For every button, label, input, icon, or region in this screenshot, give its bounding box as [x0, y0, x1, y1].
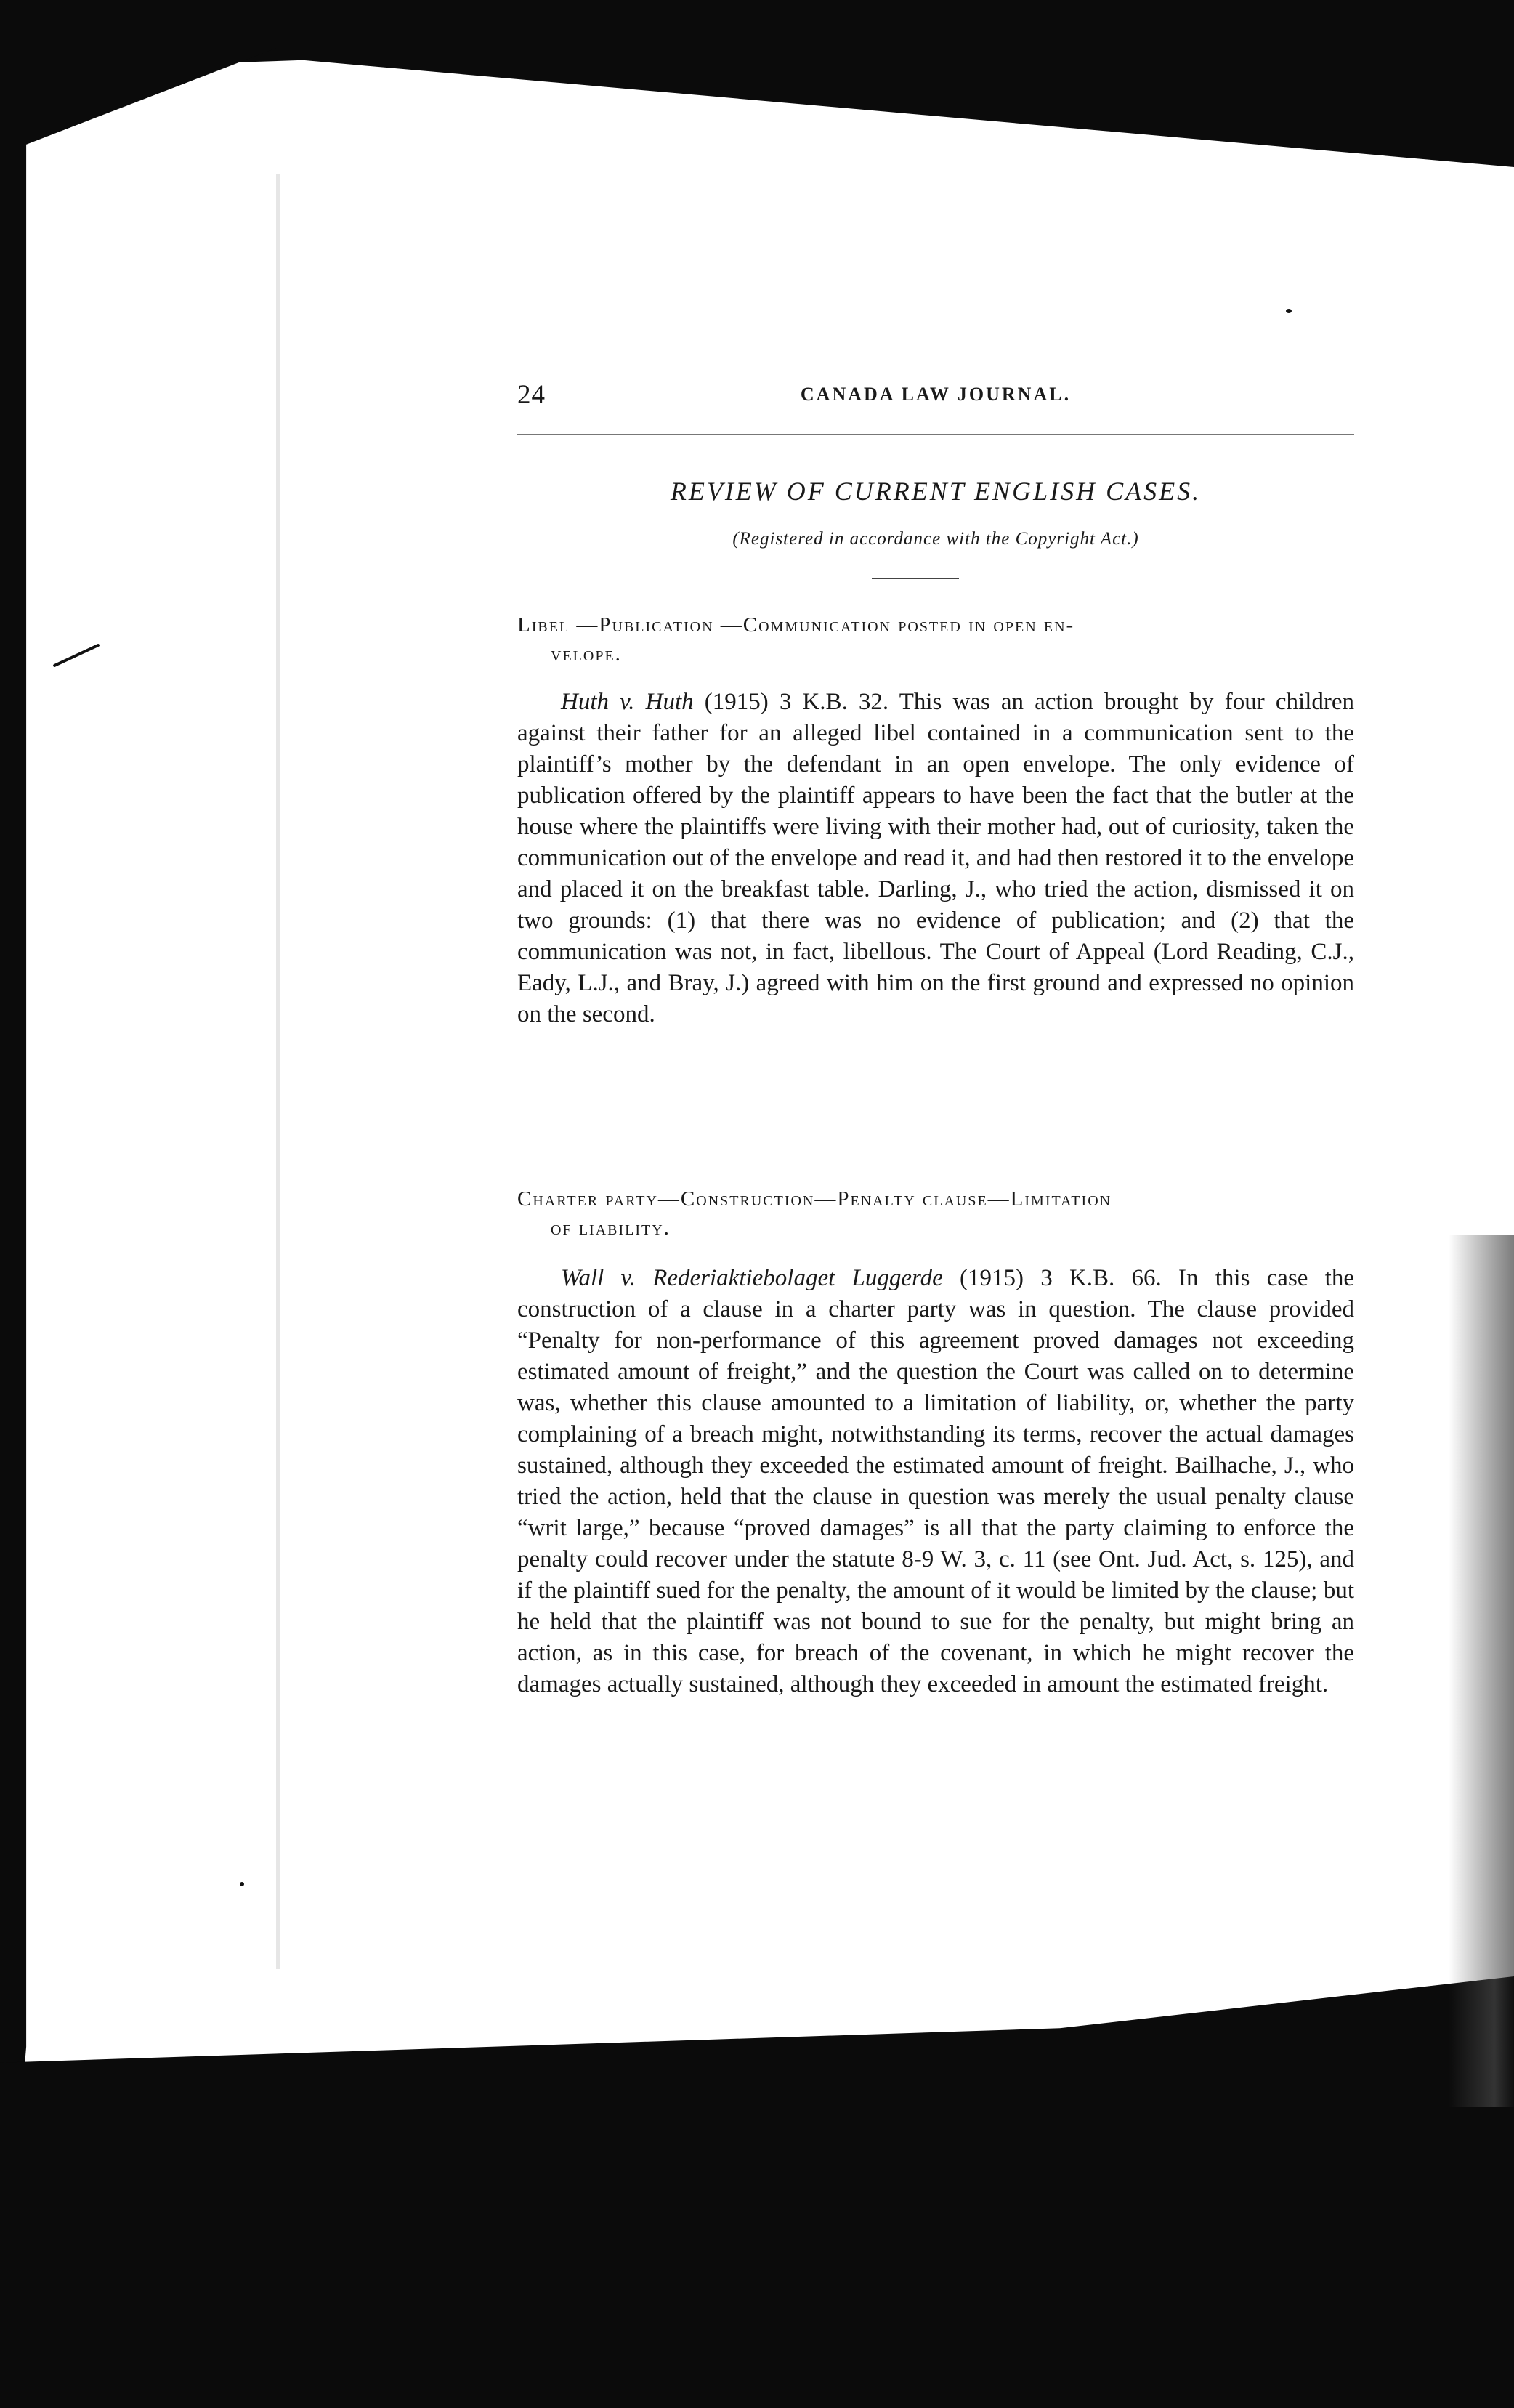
case-heading-line: velope. — [551, 642, 622, 666]
case-name: Wall v. Rederiaktiebolaget Luggerde — [561, 1265, 943, 1291]
case-heading-line: Charter party—Construction—Penalty clause—Limitation — [517, 1187, 1112, 1211]
section-divider — [872, 578, 959, 579]
scan-margin — [29, 167, 269, 2361]
page-area — [276, 167, 1475, 1984]
running-head — [517, 379, 1354, 416]
case-heading — [517, 610, 1354, 668]
section-title: REVIEW OF CURRENT ENGLISH CASES. — [670, 477, 1202, 506]
case-name: Huth v. Huth — [561, 689, 694, 715]
case-citation: (1915) 3 K.B. 32. — [693, 689, 899, 715]
case-text: This was an action brought by four children against their father for an alleged libel contained in a communication sent to the plaintiff’s mother by the defendant in an open envelope. The only evidence of publication offered by the plaintiff appears to have been the fact that the butler at the house where the plaintiffs were living with their mother had, out of curiosity, taken the communication out of the envelope and read it, and had then restored it to the envelope and placed it on the breakfast table. Darling, J., who tried the action, dismissed it on two grounds: (1) that there was no evidence of publication; and (2) that the communication was not, in fact, libellous. The Court of Appeal (Lord Reading, C.J., Eady, L.J., and Bray, J.) agreed with him on the first ground and expressed no opinion on the second. — [517, 689, 1354, 1027]
case-citation: (1915) 3 K.B. 66. — [942, 1265, 1179, 1291]
case-heading-line: of liability. — [551, 1216, 671, 1240]
journal-title: CANADA LAW JOURNAL. — [800, 384, 1072, 405]
page-number: 24 — [517, 380, 546, 410]
case-text: In this case the construction of a clause in a charter party was in question. The clause provided “Penalty for non-performance of this agreement proved damages not exceeding estimated amount of freight,” and the question the Court was called on to determine was, whether this clause amounted to a limitation of liability, or, whether the party complaining of a breach might, notwithstanding its terms, recover the actual damages sustained, although they exceeded the estimated amount of freight. Bailhache, J., who tried the action, held that the clause in question was merely the usual penalty clause “writ large,” because “proved damages” is all that the party claiming to enforce the penalty could recover under the statute 8-9 W. 3, c. 11 (see Ont. Jud. Act, s. 125), and if the plaintiff sued for the penalty, the amount of it would be limited by the clause; but he held that the plaintiff was not bound to sue for the penalty, but might bring an action, as in this case, for breach of the covenant, in which he might recover the damages actually sustained, although they exceeded in amount the estimated freight. — [517, 1265, 1354, 1697]
scan-border-right — [1449, 1235, 1514, 2107]
case-heading-line: Libel —Publication —Communication posted in open en- — [517, 613, 1075, 637]
case-body — [517, 1263, 1354, 1700]
page-edge-shadow — [276, 174, 280, 1969]
copyright-note: (Registered in accordance with the Copyright Act.) — [732, 529, 1139, 549]
header-rule — [517, 434, 1354, 435]
scan-speck — [1286, 309, 1292, 313]
case-paragraph — [517, 687, 1354, 1030]
case-body — [517, 687, 1354, 1030]
case-paragraph — [517, 1263, 1354, 1700]
scan-speck — [240, 1882, 244, 1886]
case-heading — [517, 1184, 1354, 1243]
